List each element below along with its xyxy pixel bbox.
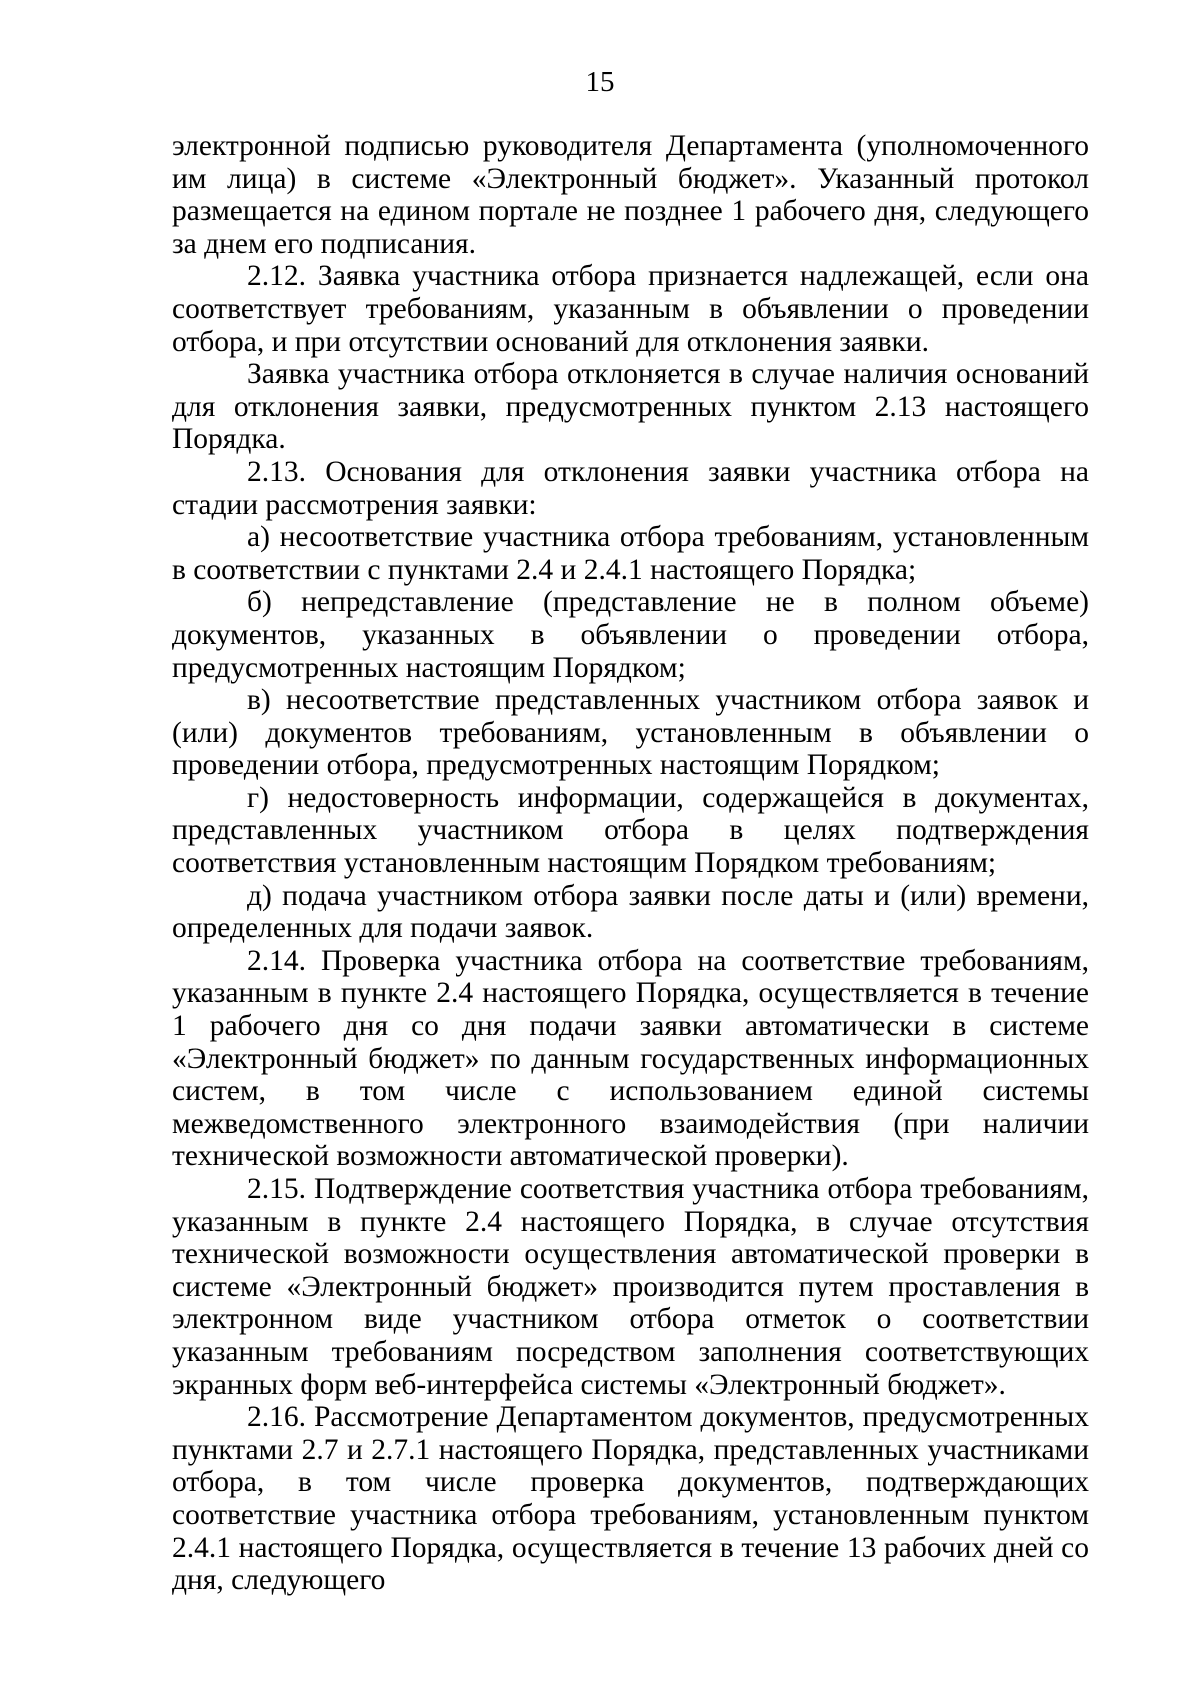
paragraph-2-13: 2.13. Основания для отклонения заявки участника отбора на стадии рассмотрения заявки: [172,455,1089,521]
paragraph-continuation: электронной подписью руководителя Департамента (уполномоченного им лица) в системе «Электронный бюджет». Указанный протокол размещается на едином портале не позднее 1 рабочего дня, следующего за днем его подписания. [172,130,1089,260]
paragraph-2-15: 2.15. Подтверждение соответствия участника отбора требованиям, указанным в пункте 2.4 настоящего Порядка, в случае отсутствия технической возможности осуществления автоматической проверки в системе «Электронный бюджет» производится путем проставления в электронном виде участником отбора отметок о соответствии указанным требованиям посредством заполнения соответствующих экранных форм веб-интерфейса системы «Электронный бюджет». [172,1173,1089,1401]
document-body [172,130,1089,1597]
paragraph-rejection: Заявка участника отбора отклоняется в случае наличия оснований для отклонения заявки, предусмотренных пунктом 2.13 настоящего Порядка. [172,358,1089,456]
list-item-a: а) несоответствие участника отбора требованиям, установленным в соответствии с пунктами 2.4 и 2.4.1 настоящего Порядка; [172,521,1089,586]
paragraph-2-12: 2.12. Заявка участника отбора признается надлежащей, если она соответствует требованиям, указанным в объявлении о проведении отбора, и при отсутствии оснований для отклонения заявки. [172,260,1089,358]
paragraph-2-16: 2.16. Рассмотрение Департаментом документов, предусмотренных пунктами 2.7 и 2.7.1 настоящего Порядка, представленных участниками отбора, в том числе проверка документов, подтверждающих соответствие участника отбора требованиям, установленным пунктом 2.4.1 настоящего Порядка, осуществляется в течение 13 рабочих дней со дня, следующего [172,1401,1089,1597]
list-item-g: г) недостоверность информации, содержащейся в документах, представленных участником отбора в целях подтверждения соответствия установленным настоящим Порядком требованиям; [172,781,1089,880]
list-item-d: д) подача участником отбора заявки после даты и (или) времени, определенных для подачи заявок. [172,879,1089,945]
list-item-v: в) несоответствие представленных участником отбора заявок и (или) документов требованиям, установленным в объявлении о проведении отбора, предусмотренных настоящим Порядком; [172,684,1089,782]
list-item-b: б) непредставление (представление не в полном объеме) документов, указанных в объявлении о проведении отбора, предусмотренных настоящим Порядком; [172,586,1089,684]
page-number: 15 [585,66,615,98]
paragraph-2-14: 2.14. Проверка участника отбора на соответствие требованиям, указанным в пункте 2.4 настоящего Порядка, осуществляется в течение 1 рабочего дня со дня подачи заявки автоматически в системе «Электронный бюджет» по данным государственных информационных систем, в том числе с использованием единой системы межведомственного электронного взаимодействия (при наличии технической возможности автоматической проверки). [172,944,1089,1173]
